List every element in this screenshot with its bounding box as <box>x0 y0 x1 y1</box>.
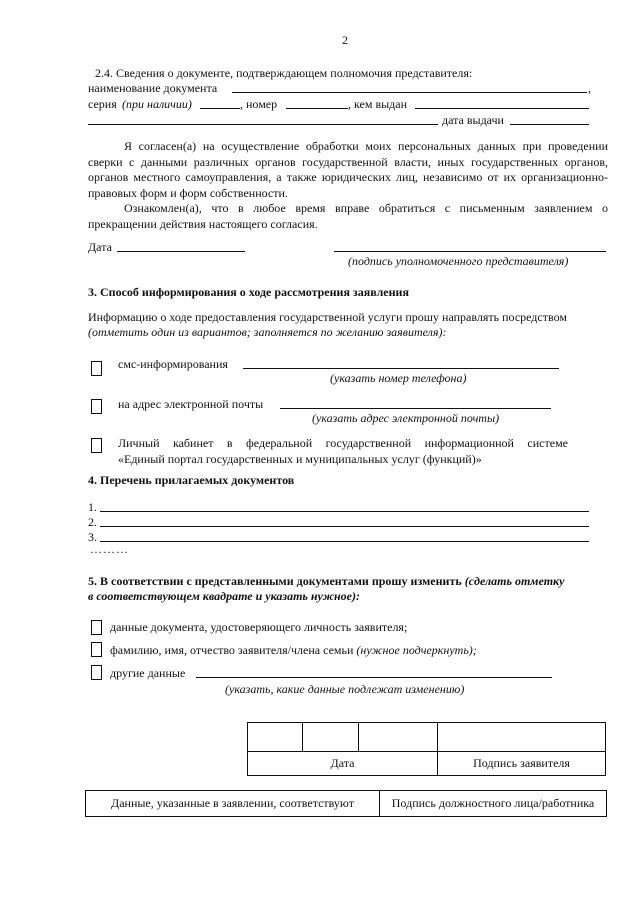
doc-issued-label: , кем выдан <box>348 97 408 111</box>
email-address-field[interactable] <box>280 408 551 409</box>
attachment-field-2[interactable] <box>100 526 589 527</box>
change-name-label: фамилию, имя, отчество заявителя/члена семьи <box>110 643 354 657</box>
doc-name-label: наименование документа <box>88 81 218 95</box>
consent-signature-hint: (подпись уполномоченного представителя) <box>348 254 569 268</box>
section5-heading: 5. В соответствии с представленными документами прошу изменить <box>88 574 462 588</box>
change-other-hint: (указать, какие данные подлежат изменению) <box>225 682 465 696</box>
change-name-row <box>110 643 477 657</box>
doc-issued-field-2[interactable] <box>88 124 438 125</box>
portal-label-line2: «Единый портал государственных и муниципальных услуг (функций)» <box>118 452 482 466</box>
signature-caption: Подпись заявителя <box>438 752 606 776</box>
section3-intro-hint: (отметить один из вариантов; заполняется по желанию заявителя): <box>88 325 447 339</box>
applicant-signature-table <box>247 722 606 776</box>
consent-paragraph-1: Я согласен(а) на осуществление обработки моих персональных данных при проведении сверки с данными различных органов государственной власти, иных государственных органов, органов местного самоуправления, а также юридических лиц, независимо от их организационно-правовых форм и форм собственности. <box>88 139 608 200</box>
section3-intro: Информацию о ходе предоставления государственной услуги прошу направлять посредством <box>88 310 567 324</box>
official-data-matches: Данные, указанные в заявлении, соответствуют <box>86 791 380 817</box>
attachment-number-1: 1. <box>88 500 97 514</box>
attachment-field-1[interactable] <box>100 511 589 512</box>
portal-label-line1: Личный кабинет в федеральной государственной информационной системе <box>118 436 568 450</box>
attachment-field-3[interactable] <box>100 541 589 542</box>
consent-date-field[interactable] <box>117 251 245 252</box>
doc-series-label: серия <box>88 97 117 111</box>
email-label: на адрес электронной почты <box>118 397 264 411</box>
doc-number-label: , номер <box>240 97 278 111</box>
date-cell-year[interactable] <box>359 723 438 752</box>
consent-signature-field[interactable] <box>334 251 606 252</box>
official-verification-table <box>85 790 607 817</box>
section5-heading-hint1: (сделать отметку <box>464 574 565 588</box>
date-cell-day[interactable] <box>248 723 303 752</box>
doc-name-end: , <box>588 81 591 95</box>
email-checkbox[interactable] <box>91 399 102 414</box>
change-id-checkbox[interactable] <box>91 620 102 635</box>
doc-heading: 2.4. Сведения о документе, подтверждающем полномочия представителя: <box>95 66 473 80</box>
doc-name-field[interactable] <box>232 92 587 93</box>
doc-series-hint: (при наличии) <box>122 97 192 111</box>
sms-label: смс-информирования <box>118 357 228 371</box>
consent-paragraph-2: Ознакомлен(а), что в любое время вправе обратиться с письменным заявлением о прекращении действия настоящего согласия. <box>88 201 608 231</box>
portal-checkbox[interactable] <box>91 438 102 453</box>
doc-date-field[interactable] <box>510 124 589 125</box>
doc-issued-field[interactable] <box>415 108 589 109</box>
signature-cell[interactable] <box>438 723 606 752</box>
sms-checkbox[interactable] <box>91 361 102 376</box>
change-other-checkbox[interactable] <box>91 665 102 680</box>
section5-heading-line1 <box>88 574 564 588</box>
attachment-more: ……… <box>90 542 129 556</box>
change-other-field[interactable] <box>196 677 552 678</box>
change-name-checkbox[interactable] <box>91 642 102 657</box>
change-other-label: другие данные <box>110 666 186 680</box>
doc-date-label: дата выдачи <box>442 113 504 127</box>
doc-series-field[interactable] <box>200 108 240 109</box>
section3-heading: 3. Способ информирования о ходе рассмотрения заявления <box>88 285 409 299</box>
attachment-number-3: 3. <box>88 530 97 544</box>
section4-heading: 4. Перечень прилагаемых документов <box>88 473 295 487</box>
change-name-hint: (нужное подчеркнуть); <box>356 643 477 657</box>
date-caption: Дата <box>248 752 438 776</box>
date-cell-month[interactable] <box>303 723 359 752</box>
sms-hint: (указать номер телефона) <box>330 371 467 385</box>
attachment-number-2: 2. <box>88 515 97 529</box>
official-signature: Подпись должностного лица/работника <box>380 791 607 817</box>
doc-number-field[interactable] <box>286 108 348 109</box>
change-id-label: данные документа, удостоверяющего личность заявителя; <box>110 620 408 634</box>
section5-heading-hint2: в соответствующем квадрате и указать нужное): <box>88 589 360 603</box>
email-hint: (указать адрес электронной почты) <box>312 411 500 425</box>
sms-phone-field[interactable] <box>243 368 559 369</box>
consent-date-label: Дата <box>88 240 112 254</box>
page-number: 2 <box>342 33 348 47</box>
